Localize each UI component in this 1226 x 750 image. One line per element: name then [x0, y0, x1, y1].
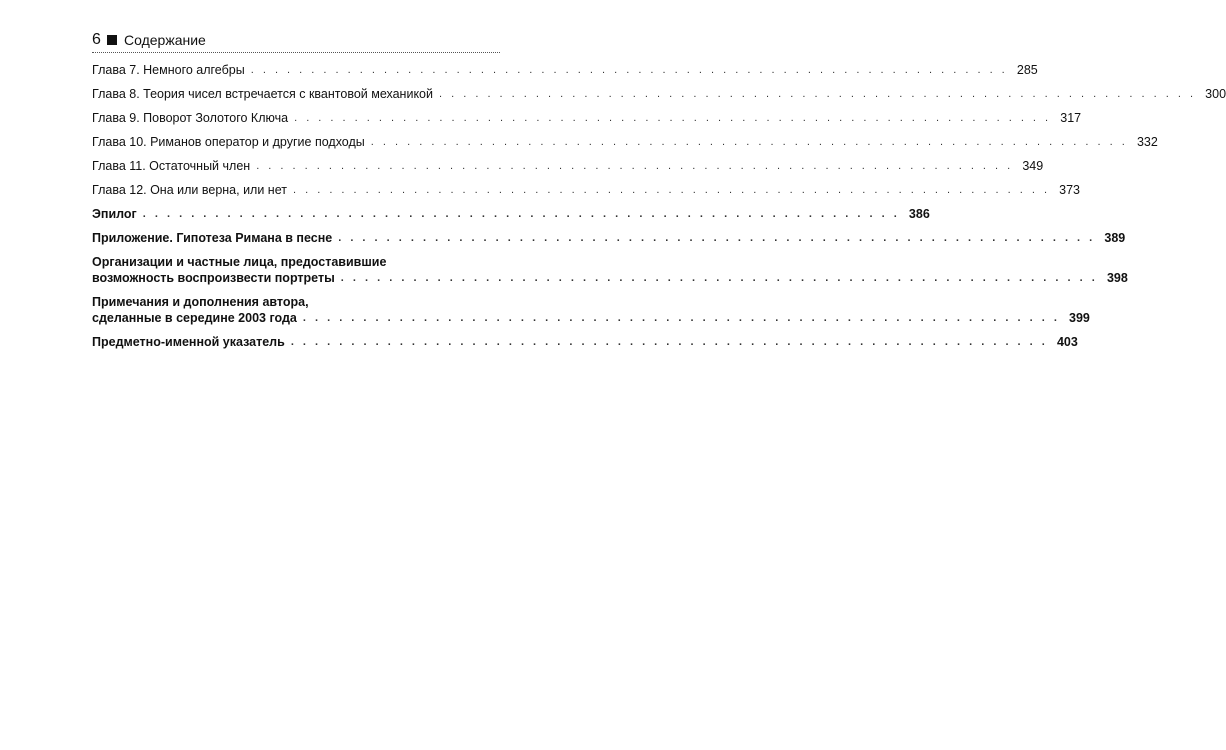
toc-entry-title: Приложение. Гипотеза Римана в песне: [92, 231, 333, 245]
dot-leader: . . . . . . . . . . . . . . . . . . . . . . . . . . . . . . . . . . . . . . . . . . . . . . . . . . . . . . . . . . . . . . .: [340, 272, 1098, 284]
toc-entry-title: Глава 8. Теория чисел встречается с квантовой механикой: [92, 87, 433, 101]
toc-entry-title: Глава 9. Поворот Золотого Ключа: [92, 111, 289, 125]
toc-entry-index: [92, 334, 1078, 350]
table-of-contents: [92, 62, 1226, 358]
toc-entry-title: сделанные в середине 2003 года: [92, 311, 297, 325]
toc-entry-page: 389: [1104, 231, 1126, 245]
toc-entry-page: 317: [1060, 111, 1082, 125]
toc-entry-title: Глава 11. Остаточный член: [92, 159, 251, 173]
toc-entry-page: 403: [1056, 335, 1078, 349]
toc-entry-chapter-12: [92, 182, 1081, 198]
toc-entry-title: Глава 10. Риманов оператор и другие подходы: [92, 135, 365, 149]
toc-entry-title: возможность воспроизвести портреты: [92, 271, 335, 285]
dot-leader: . . . . . . . . . . . . . . . . . . . . . . . . . . . . . . . . . . . . . . . . . . . . . . . . . . . . . . . . . . . . . . .: [292, 184, 1051, 196]
toc-entry-chapter-7: [92, 62, 1038, 78]
toc-entry-title-line1: Организации и частные лица, предоставившие: [92, 255, 387, 269]
toc-entry-page: 349: [1022, 159, 1044, 173]
dot-leader: . . . . . . . . . . . . . . . . . . . . . . . . . . . . . . . . . . . . . . . . . . . . . . . . . . . . . . . . . . . . . . .: [142, 208, 900, 220]
dot-leader: . . . . . . . . . . . . . . . . . . . . . . . . . . . . . . . . . . . . . . . . . . . . . . . . . . . . . . . . . . . . . . .: [338, 232, 1096, 244]
toc-entry-title: Глава 12. Она или верна, или нет: [92, 183, 287, 197]
toc-entry-title-line1: Примечания и дополнения автора,: [92, 295, 309, 309]
toc-entry-page: 285: [1016, 63, 1038, 77]
dot-leader: . . . . . . . . . . . . . . . . . . . . . . . . . . . . . . . . . . . . . . . . . . . . . . . . . . . . . . . . . . . . . . .: [256, 160, 1014, 172]
toc-entry-page: 300: [1205, 87, 1226, 101]
dot-leader: . . . . . . . . . . . . . . . . . . . . . . . . . . . . . . . . . . . . . . . . . . . . . . . . . . . . . . . . . . . . . . .: [294, 112, 1052, 124]
toc-entry-page: 332: [1136, 135, 1158, 149]
toc-entry-portrait-credits: [92, 254, 1128, 286]
toc-entry-appendix: [92, 230, 1126, 246]
dot-leader: . . . . . . . . . . . . . . . . . . . . . . . . . . . . . . . . . . . . . . . . . . . . . . . . . . . . . . . . . . . . . . .: [302, 312, 1060, 324]
section-title: Содержание: [124, 32, 206, 48]
toc-entry-chapter-8: [92, 86, 1226, 102]
page-number: 6: [92, 31, 101, 48]
toc-entry-author-notes: [92, 294, 1090, 326]
toc-entry-page: 398: [1106, 271, 1128, 285]
toc-entry-page: 386: [908, 207, 930, 221]
toc-entry-chapter-9: [92, 110, 1082, 126]
dot-leader: . . . . . . . . . . . . . . . . . . . . . . . . . . . . . . . . . . . . . . . . . . . . . . . . . . . . . . . . . . . . . . .: [250, 64, 1008, 76]
running-header: [92, 30, 500, 53]
toc-entry-epilogue: [92, 206, 930, 222]
toc-entry-title: Предметно-именной указатель: [92, 335, 285, 349]
toc-entry-page: 399: [1069, 311, 1090, 325]
black-square-icon: [107, 35, 117, 45]
dot-leader: . . . . . . . . . . . . . . . . . . . . . . . . . . . . . . . . . . . . . . . . . . . . . . . . . . . . . . . . . . . . . . .: [439, 88, 1197, 100]
dot-leader: . . . . . . . . . . . . . . . . . . . . . . . . . . . . . . . . . . . . . . . . . . . . . . . . . . . . . . . . . . . . . . .: [290, 336, 1048, 348]
dot-leader: . . . . . . . . . . . . . . . . . . . . . . . . . . . . . . . . . . . . . . . . . . . . . . . . . . . . . . . . . . . . . . .: [370, 136, 1128, 148]
toc-entry-chapter-10: [92, 134, 1158, 150]
toc-entry-chapter-11: [92, 158, 1044, 174]
toc-entry-title: Эпилог: [92, 207, 137, 221]
toc-entry-title: Глава 7. Немного алгебры: [92, 63, 245, 77]
toc-entry-page: 373: [1059, 183, 1081, 197]
